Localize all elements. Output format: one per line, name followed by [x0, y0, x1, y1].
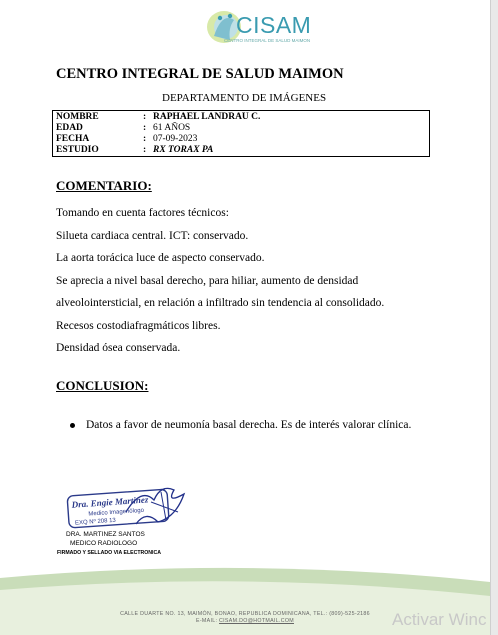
department-name: DEPARTAMENTO DE IMÁGENES [162, 92, 327, 104]
patient-value: 61 AÑOS [153, 123, 191, 133]
footer-email-link[interactable]: CISAM.DO@HOTMAIL.COM [219, 618, 294, 624]
comment-line: La aorta torácica luce de aspecto conservado. [56, 252, 265, 264]
logo-wordmark: CISAM [236, 12, 312, 38]
signer-title: MEDICO RADIOLOGO [70, 540, 138, 547]
document-title: CENTRO INTEGRAL DE SALUD MAIMON [56, 66, 344, 82]
stamp-name: Dra. Engie Martinez [71, 494, 149, 510]
comment-line: Recesos costodiafragmáticos libres. [56, 319, 221, 332]
signature-name-block [66, 530, 145, 548]
comment-line: Silueta cardiaca central. ICT: conservado. [56, 229, 249, 242]
conclusion-text: Datos a favor de neumonía basal derecha. Es de interés valorar clínica. [86, 419, 412, 431]
stamp-exequatur: EXQ Nº 208 13 [74, 517, 117, 527]
patient-row: ESTUDIO : RX TORAX PA [56, 145, 214, 155]
signature-stamp [66, 482, 191, 532]
patient-value: RX TORAX PA [153, 145, 214, 155]
activation-watermark: Activar Winc [392, 610, 487, 629]
bullet-icon [70, 423, 75, 428]
conclusion-list-item [70, 414, 430, 437]
stamp-title: Medico Imagenólogo [88, 507, 145, 518]
comment-body [56, 202, 384, 360]
signer-name: DRA. MARTINEZ SANTOS [66, 531, 145, 538]
footer-email-label: E-MAIL: [196, 618, 218, 624]
patient-info-box [52, 110, 430, 157]
patient-value: 07-09-2023 [153, 134, 198, 144]
patient-label: EDAD [56, 123, 83, 133]
comment-line: alveolointersticial, en relación a infiltrado sin tendencia al consolidado. [56, 297, 385, 309]
patient-row: NOMBRE : RAPHAEL LANDRAU C. [56, 112, 261, 122]
electronic-signature-note: FIRMADO Y SELLADO VIA ELECTRONICA [57, 550, 161, 556]
conclusion-heading: CONCLUSION: [56, 378, 149, 393]
footer-address: CALLE DUARTE NO. 13, MAIMÓN, BONAO, REPUBLICA DOMINICANA, TEL.: (809)-525-2186 [120, 611, 370, 617]
patient-value: RAPHAEL LANDRAU C. [153, 112, 261, 122]
comment-line: Densidad ósea conservada. [56, 342, 181, 354]
comment-heading: COMENTARIO: [56, 178, 152, 193]
comment-line: Tomando en cuenta factores técnicos: [56, 207, 229, 219]
patient-label: NOMBRE [56, 112, 99, 122]
patient-row: FECHA : 07-09-2023 [56, 134, 198, 144]
comment-line: Se aprecia a nivel basal derecho, para hiliar, aumento de densidad [56, 274, 359, 287]
patient-row: EDAD : 61 AÑOS [56, 123, 191, 133]
patient-label: ESTUDIO [56, 145, 99, 155]
logo-subtitle: CENTRO INTEGRAL DE SALUD MAIMON [224, 38, 311, 43]
patient-label: FECHA [56, 134, 90, 144]
